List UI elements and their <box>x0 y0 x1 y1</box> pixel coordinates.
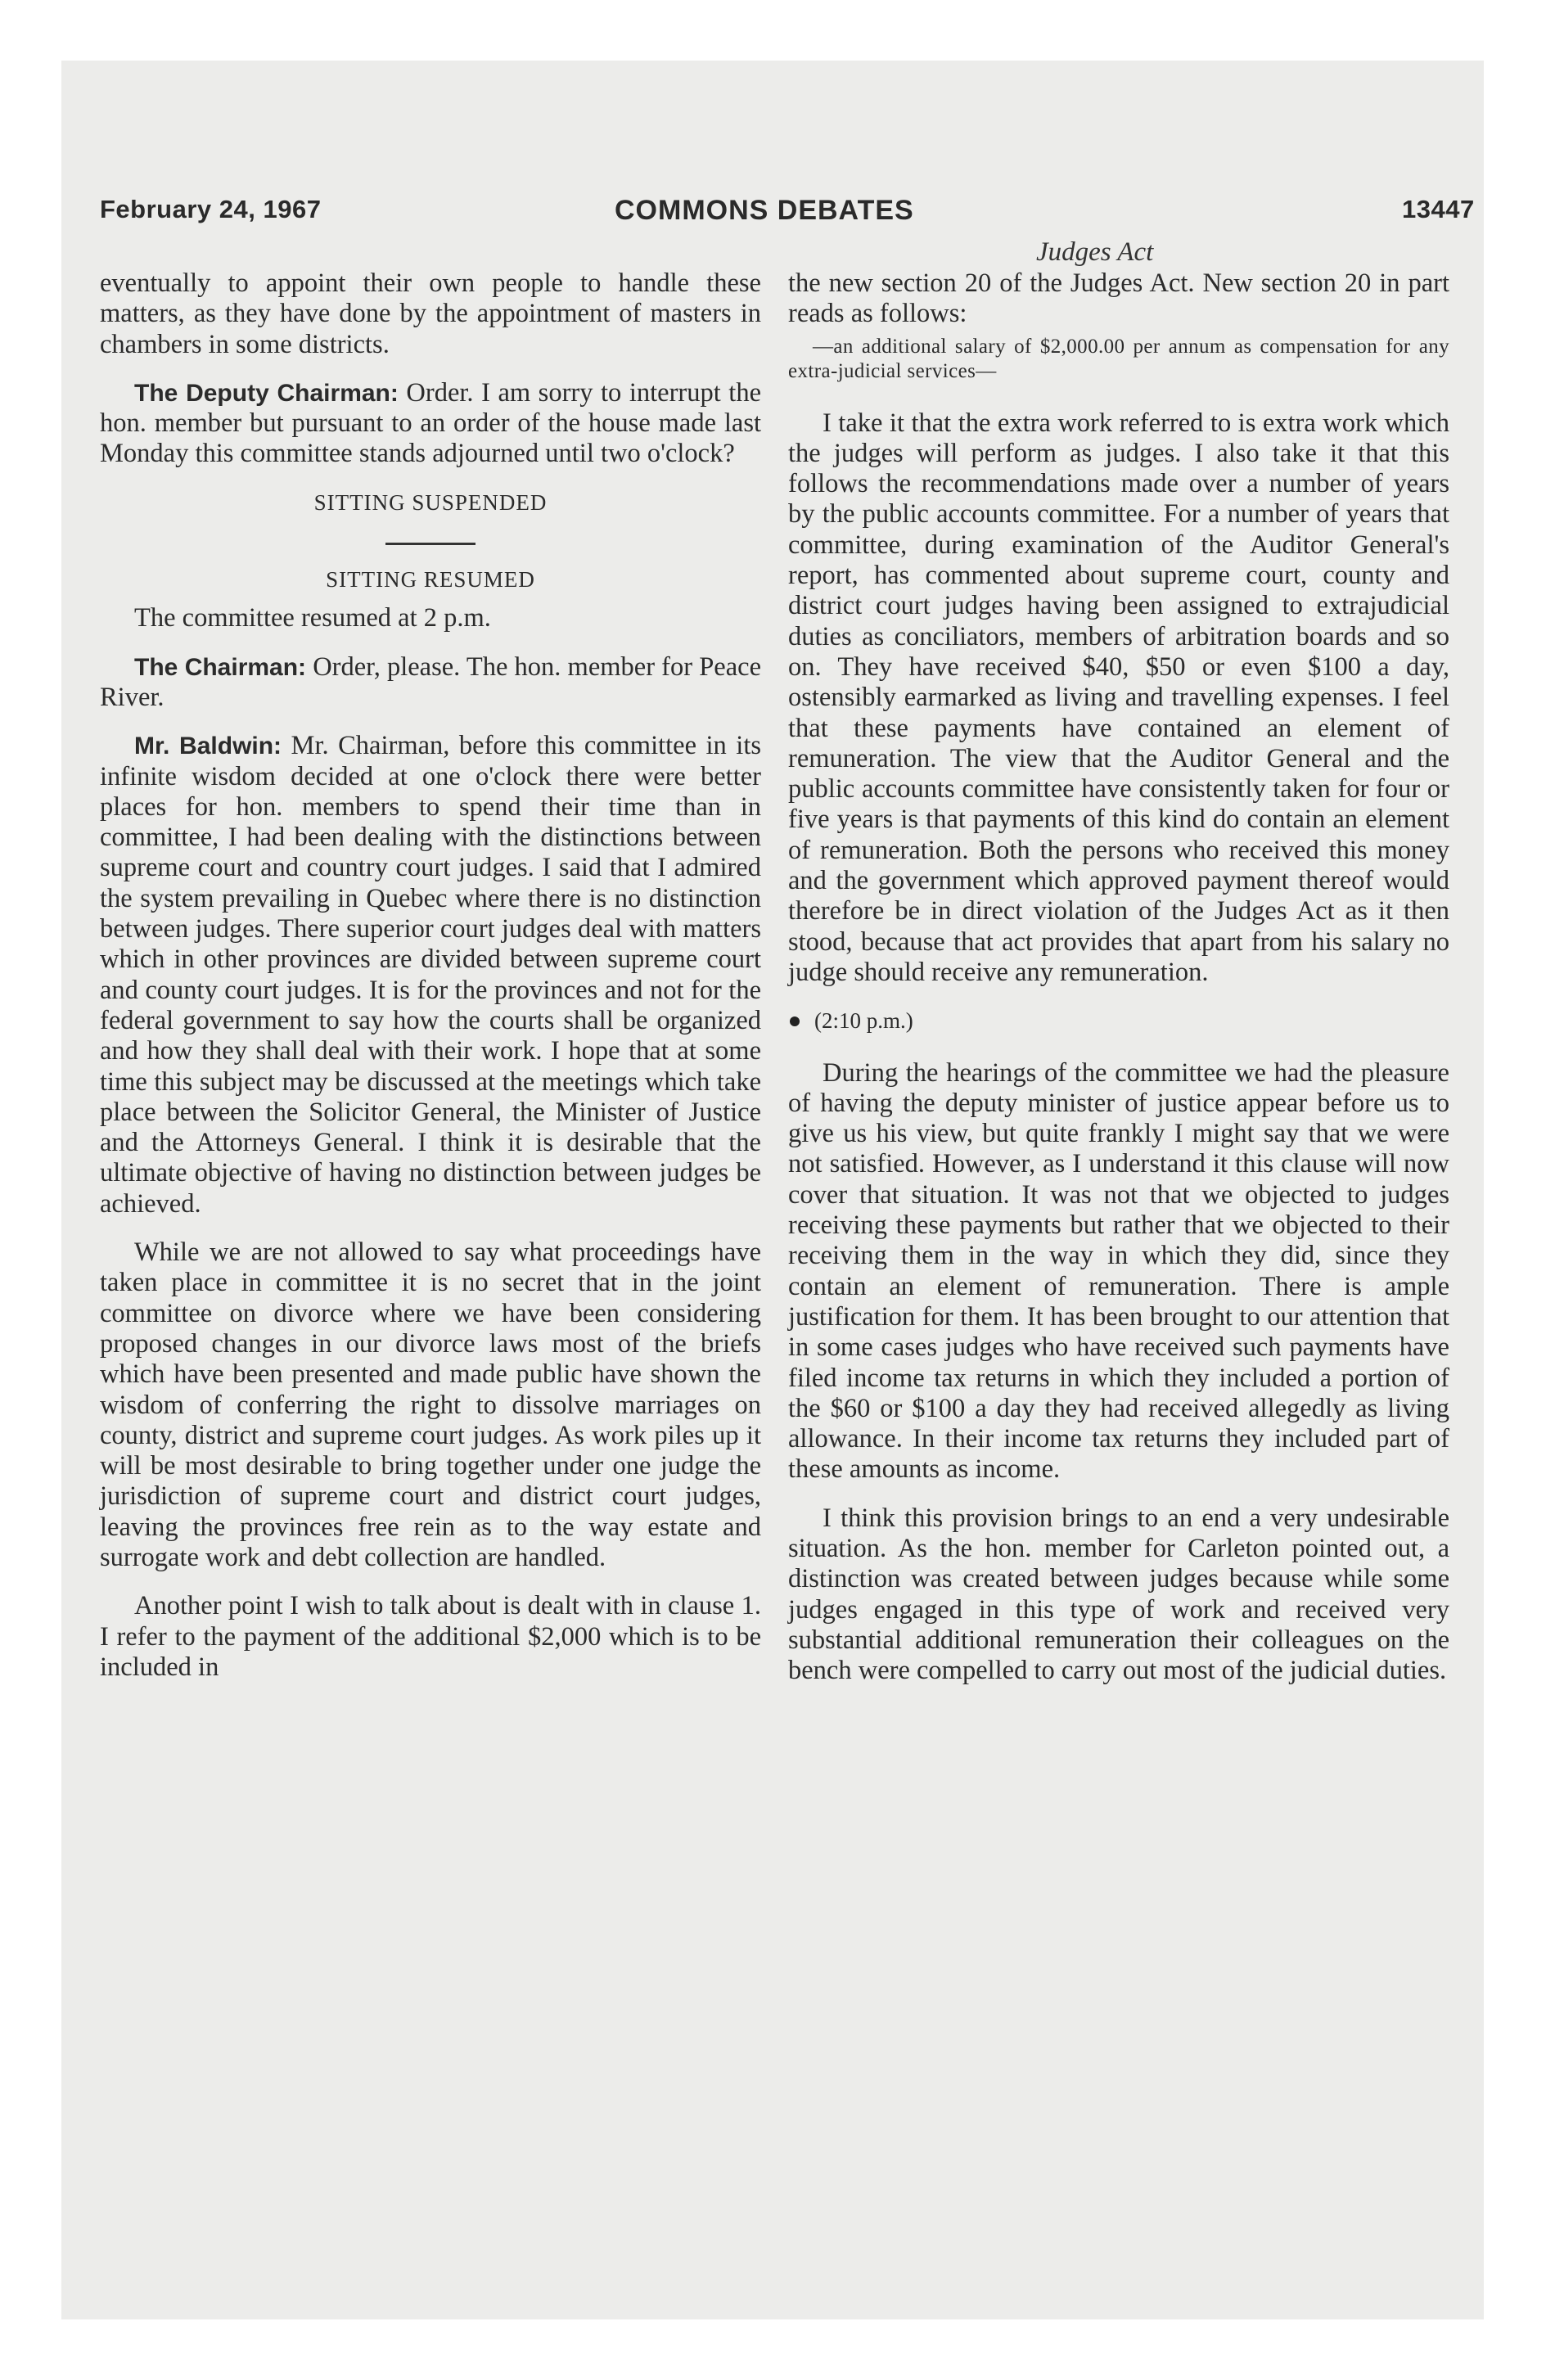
sitting-resumed-heading: SITTING RESUMED <box>326 567 535 593</box>
speaker-name: The Chairman: <box>134 653 307 681</box>
header-page-number: 13447 <box>1402 195 1475 223</box>
paragraph: I take it that the extra work referred to is extra work which the judges will perform as judges. I also take it that this follows the recommendations made over a number of years by the public accounts committee. For a number of years that committee, during examination of the Auditor General's report, has commented about supreme court, county and district court judges having been assigned to extrajudicial duties as conciliators, members of arbitration boards and so on. They have received $40, $50 or even $100 a day, ostensibly earmarked as living and travelling expenses. I feel that these payments have contained an element of remuneration. The view that the Auditor General and the public accounts committee have consistently taken for four or five years is that payments of this kind do contain an element of remuneration. Both the persons who received this money and the government which approved payment thereof would therefore be in direct violation of the Judges Act as it then stood, because that act provides that apart from his salary no judge should receive any remuneration. <box>788 408 1449 987</box>
paragraph: The committee resumed at 2 p.m. <box>134 603 491 633</box>
speech-deputy-chairman <box>100 378 761 470</box>
speech-text: Mr. Chairman, before this committee in its infinite wisdom decided at one o'clock there were better places for hon. members to spend their time than in committee, I had been dealing with the distinctions between supreme court and country court judges. I said that I admired the system prevailing in Quebec where there is no distinction between judges. There superior court judges deal with matters which in other provinces are divided between supreme court and county court judges. It is for the provinces and not for the federal government to say how the courts shall be organized and how they shall deal with their work. I hope that at some time this subject may be discussed at the meetings which take place between the Solicitor General, the Minister of Justice and the Attorneys General. I think it is desirable that the ultimate objective of having no distinction between judges be achieved. <box>100 731 761 1219</box>
paragraph: While we are not allowed to say what proceedings have taken place in committee it is no secret that in the joint committee on divorce where we have been considering proposed changes in our divorce laws most of the briefs which have been presented and made public have shown the wisdom of conferring the right to dissolve marriages on county, district and supreme court judges. As work piles up it will be most desirable to bring together under one judge the jurisdiction of supreme court and district court judges, leaving the provinces free rein as to the way estate and surrogate work and debt collection are handled. <box>100 1237 761 1572</box>
right-column <box>788 268 1449 1704</box>
sitting-suspended-heading: SITTING SUSPENDED <box>313 489 548 515</box>
quote-text: —an additional salary of $2,000.00 per annum as compensation for any extra-judicial services— <box>788 335 1449 382</box>
speech-text: Order, please. The hon. member for Peace River. <box>100 651 761 712</box>
paragraph: the new section 20 of the Judges Act. New section 20 in part reads as follows: <box>788 268 1449 329</box>
speaker-name: The Deputy Chairman: <box>134 379 399 407</box>
speaker-name: Mr. Baldwin: <box>134 732 282 760</box>
timestamp <box>788 1006 1449 1036</box>
paragraph: eventually to appoint their own people to handle these matters, as they have done by the appointment of masters in chambers in some districts. <box>100 268 761 359</box>
paragraph: I think this provision brings to an end a very undesirable situation. As the hon. member for Carleton pointed out, a distinction was created between judges because while some judges engaged in this type of work and received very substantial additional remuneration their colleagues on the bench were compelled to carry out most of the judicial duties. <box>788 1503 1449 1686</box>
speech-text: Order. I am sorry to interrupt the hon. member but pursuant to an order of the house made last Monday this committee stands adjourned until two o'clock? <box>100 377 761 469</box>
left-column <box>100 268 761 1701</box>
speech-chairman <box>100 652 761 714</box>
timestamp-text: (2:10 p.m.) <box>814 1008 913 1034</box>
bullet-icon <box>790 1016 800 1026</box>
section-divider <box>385 543 476 545</box>
paragraph: During the hearings of the committee we had the pleasure of having the deputy minister of justice appear before us to give us his view, but quite frankly I might say that we were not satisfied. However, as I understand it this clause will now cover that situation. It was not that we objected to judges receiving these payments but rather that we objected to their receiving them in the way in which they did, since they contain an element of remuneration. There is ample justification for them. It has been brought to our attention that in some cases judges who have received such payments have filed income tax returns in which they included a portion of the $60 or $100 a day they had received allegedly as living allowance. In their income tax returns they included part of these amounts as income. <box>788 1057 1449 1485</box>
running-subject: Judges Act <box>1036 237 1154 267</box>
header-date: February 24, 1967 <box>100 195 322 223</box>
header-publication: COMMONS DEBATES <box>615 195 914 226</box>
quoted-section-text <box>788 335 1449 384</box>
speech-baldwin <box>100 731 761 1219</box>
paragraph: Another point I wish to talk about is dealt with in clause 1. I refer to the payment of the additional $2,000 which is to be included in <box>100 1591 761 1682</box>
